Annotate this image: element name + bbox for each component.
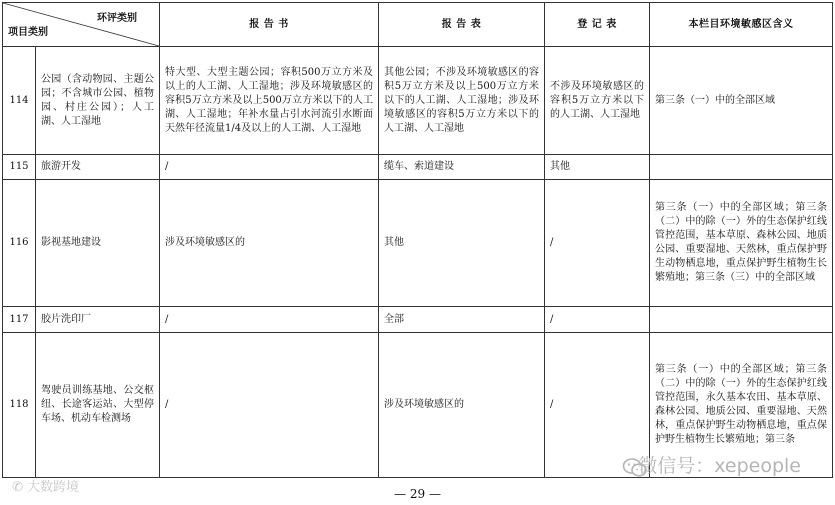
row-register-form: 不涉及环境敏感区的容积5万立方米以下的人工湖、人工湿地 <box>545 47 650 155</box>
diagonal-header-cell <box>3 3 160 47</box>
row-report-book: / <box>160 333 379 478</box>
watermark-brand-text: 大数跨境 <box>27 480 80 495</box>
row-sensitive-area: 第三条（一）中的全部区域 <box>650 47 833 155</box>
header-report-form: 报 告 表 <box>379 3 545 47</box>
row-register-form: 其他 <box>545 155 650 180</box>
row-sensitive-area: 第三条（一）中的全部区域；第三条（二）中的除（一）外的生态保护红线管控范围，基本草原、森林公园、地质公园、重要湿地、天然林，重点保护野生动物栖息地，重点保护野生植物生长繁殖地；第三条（三）中的全部区域 <box>650 180 833 307</box>
row-report-form: 缆车、索道建设 <box>379 155 545 180</box>
row-register-form: / <box>545 307 650 333</box>
page-number: — 29 — <box>394 487 441 501</box>
row-category: 胶片洗印厂 <box>36 307 160 333</box>
row-report-book: / <box>160 307 379 333</box>
row-category: 旅游开发 <box>36 155 160 180</box>
header-report-book: 报 告 书 <box>160 3 379 47</box>
row-report-form: 全部 <box>379 307 545 333</box>
row-category: 影视基地建设 <box>36 180 160 307</box>
row-register-form: / <box>545 180 650 307</box>
header-sensitive-area: 本栏目环境敏感区含义 <box>650 3 833 47</box>
eia-category-table <box>2 2 833 478</box>
row-id: 114 <box>3 47 36 155</box>
header-eia-category: 环评类别 <box>97 13 137 24</box>
row-report-form: 其他公园；不涉及环境敏感区的容积5万立方米及以上500万立方米以下的人工湖、人工湿地；涉及环境敏感区的容积5万立方米以下的人工湖、人工湿地 <box>379 47 545 155</box>
row-id: 118 <box>3 333 36 478</box>
table-row <box>3 307 833 333</box>
table-row <box>3 47 833 155</box>
table-row <box>3 155 833 180</box>
row-report-book: / <box>160 155 379 180</box>
row-category: 公园（含动物园、主题公园；不含城市公园、植物园、村庄公园）；人工湖、人工湿地 <box>36 47 160 155</box>
row-id: 117 <box>3 307 36 333</box>
row-id: 115 <box>3 155 36 180</box>
row-sensitive-area: 第三条（一）中的全部区域；第三条（二）中的除（一）外的生态保护红线管控范围，永久基本农田、基本草原、森林公园、地质公园、重要湿地、天然林，重点保护野生动物栖息地，重点保护野生植物生长繁殖地；第三条 <box>650 333 833 478</box>
watermark-wechat-id: 微信号：xepeople <box>638 455 801 477</box>
row-id: 116 <box>3 180 36 307</box>
brand-logo-icon: ✆ <box>12 480 23 495</box>
row-register-form: / <box>545 333 650 478</box>
row-report-form: 其他 <box>379 180 545 307</box>
table-row <box>3 180 833 307</box>
row-report-book: 特大型、大型主题公园；容积500万立方米及以上的人工湖、人工湿地；涉及环境敏感区的容积5万立方米及以上500万立方米以下的人工湖、人工湿地；年补水量占引水河流引水断面天然年径流量1/4及以上的人工湖、人工湿地 <box>160 47 379 155</box>
header-project-category: 项目类别 <box>8 27 48 38</box>
row-report-form: 涉及环境敏感区的 <box>379 333 545 478</box>
table-header-row <box>3 3 833 47</box>
row-category: 驾驶员训练基地、公交枢纽、长途客运站、大型停车场、机动车检测场 <box>36 333 160 478</box>
row-sensitive-area <box>650 307 833 333</box>
header-register-form: 登 记 表 <box>545 3 650 47</box>
row-report-book: 涉及环境敏感区的 <box>160 180 379 307</box>
row-sensitive-area <box>650 155 833 180</box>
